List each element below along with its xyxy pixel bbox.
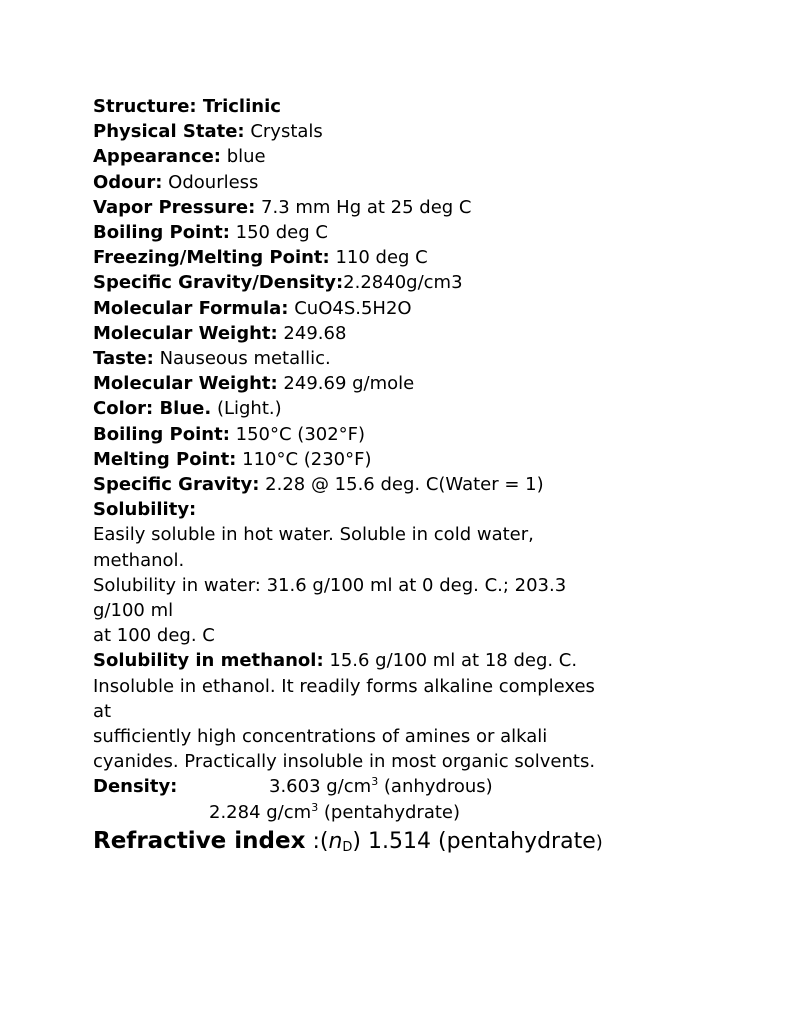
density-pentahydrate-exponent: 3 [311, 800, 319, 814]
property-label: Molecular Weight: [93, 373, 278, 395]
property-value: Nauseous metallic. [153, 348, 331, 370]
refractive-index-value: 1.514 (pentahydrate [361, 828, 596, 854]
property-row [93, 472, 733, 497]
property-label: Physical State: [93, 121, 245, 143]
property-label: Molecular Weight: [93, 322, 278, 344]
solubility-line: methanol. [93, 549, 185, 571]
density-pentahydrate [209, 800, 460, 825]
property-row [93, 245, 733, 270]
density-anhydrous [269, 774, 493, 799]
property-label: Freezing/Melting Point: [93, 247, 330, 269]
density-label: Density: [93, 776, 178, 798]
property-row [93, 422, 733, 447]
solubility-note-line: Insoluble in ethanol. It readily forms alkaline complexes [93, 675, 595, 697]
property-list [93, 94, 733, 497]
property-label: Structure: Triclinic [93, 96, 281, 117]
property-label: Vapor Pressure: [93, 196, 256, 218]
property-value: blue [220, 146, 266, 168]
solubility-methanol-row [93, 648, 733, 673]
density-anhydrous-note: (anhydrous) [378, 776, 493, 798]
property-row [93, 346, 733, 371]
property-value: Crystals [244, 121, 323, 143]
property-row [93, 94, 733, 119]
density-anhydrous-value: 3.603 g/cm [269, 776, 372, 798]
property-value: 110°C (230°F) [236, 448, 372, 470]
property-row [93, 195, 733, 220]
refractive-index-row [93, 825, 733, 859]
solubility-line: g/100 ml [93, 600, 174, 622]
property-value: 2.2840g/cm3 [343, 272, 463, 294]
property-row [93, 296, 733, 321]
solubility-line: Easily soluble in hot water. Soluble in cold water, [93, 524, 534, 546]
property-label: Melting Point: [93, 448, 237, 470]
property-value: 249.69 g/mole [277, 373, 415, 395]
property-value: 150 deg C [229, 222, 328, 244]
refractive-index-symbol: n [328, 828, 343, 854]
property-row [93, 170, 733, 195]
property-value: CuO4S.5H2O [288, 297, 412, 319]
property-value: 2.28 @ 15.6 deg. C(Water = 1) [259, 474, 544, 496]
property-label: Molecular Formula: [93, 297, 289, 319]
property-value: (Light.) [211, 398, 282, 420]
solubility-heading: Solubility: [93, 499, 197, 521]
property-label: Color: Blue. [93, 398, 212, 420]
property-value: Odourless [162, 171, 259, 193]
property-label: Specific Gravity: [93, 474, 260, 496]
density-row-pentahydrate [93, 800, 733, 825]
property-label: Taste: [93, 348, 154, 370]
document-page [93, 94, 733, 859]
property-label: Boiling Point: [93, 423, 230, 445]
property-row [93, 144, 733, 169]
density-row-anhydrous [93, 774, 733, 799]
refractive-index-prefix: :( [305, 828, 329, 854]
property-label: Boiling Point: [93, 222, 230, 244]
refractive-index-subscript: D [342, 839, 353, 855]
solubility-note-line: at [93, 700, 112, 722]
refractive-index-close: ) [352, 828, 362, 854]
property-value: 7.3 mm Hg at 25 deg C [255, 196, 472, 218]
property-label: Specific Gravity/Density: [93, 272, 344, 294]
property-row [93, 321, 733, 346]
refractive-index-label: Refractive index [93, 827, 306, 854]
solubility-note-line: sufficiently high concentrations of amines or alkali [93, 726, 548, 748]
density-pentahydrate-note: (pentahydrate) [318, 801, 460, 823]
property-row [93, 220, 733, 245]
solubility-methanol-label: Solubility in methanol: [93, 650, 324, 672]
property-row [93, 447, 733, 472]
solubility-line: Solubility in water: 31.6 g/100 ml at 0 deg. C.; 203.3 [93, 574, 567, 596]
property-value: 110 deg C [329, 247, 428, 269]
solubility-line: at 100 deg. C [93, 625, 215, 647]
property-row [93, 270, 733, 295]
density-anhydrous-exponent: 3 [371, 775, 379, 789]
property-value: 150°C (302°F) [229, 423, 366, 445]
property-row [93, 119, 733, 144]
density-pentahydrate-value: 2.284 g/cm [209, 801, 312, 823]
solubility-methanol-value: 15.6 g/100 ml at 18 deg. C. [323, 650, 578, 672]
property-row [93, 396, 733, 421]
property-label: Odour: [93, 171, 163, 193]
property-row [93, 371, 733, 396]
refractive-index-end: ) [595, 831, 603, 853]
solubility-note-line: cyanides. Practically insoluble in most organic solvents. [93, 751, 596, 773]
property-label: Appearance: [93, 146, 221, 168]
property-value: 249.68 [277, 322, 347, 344]
